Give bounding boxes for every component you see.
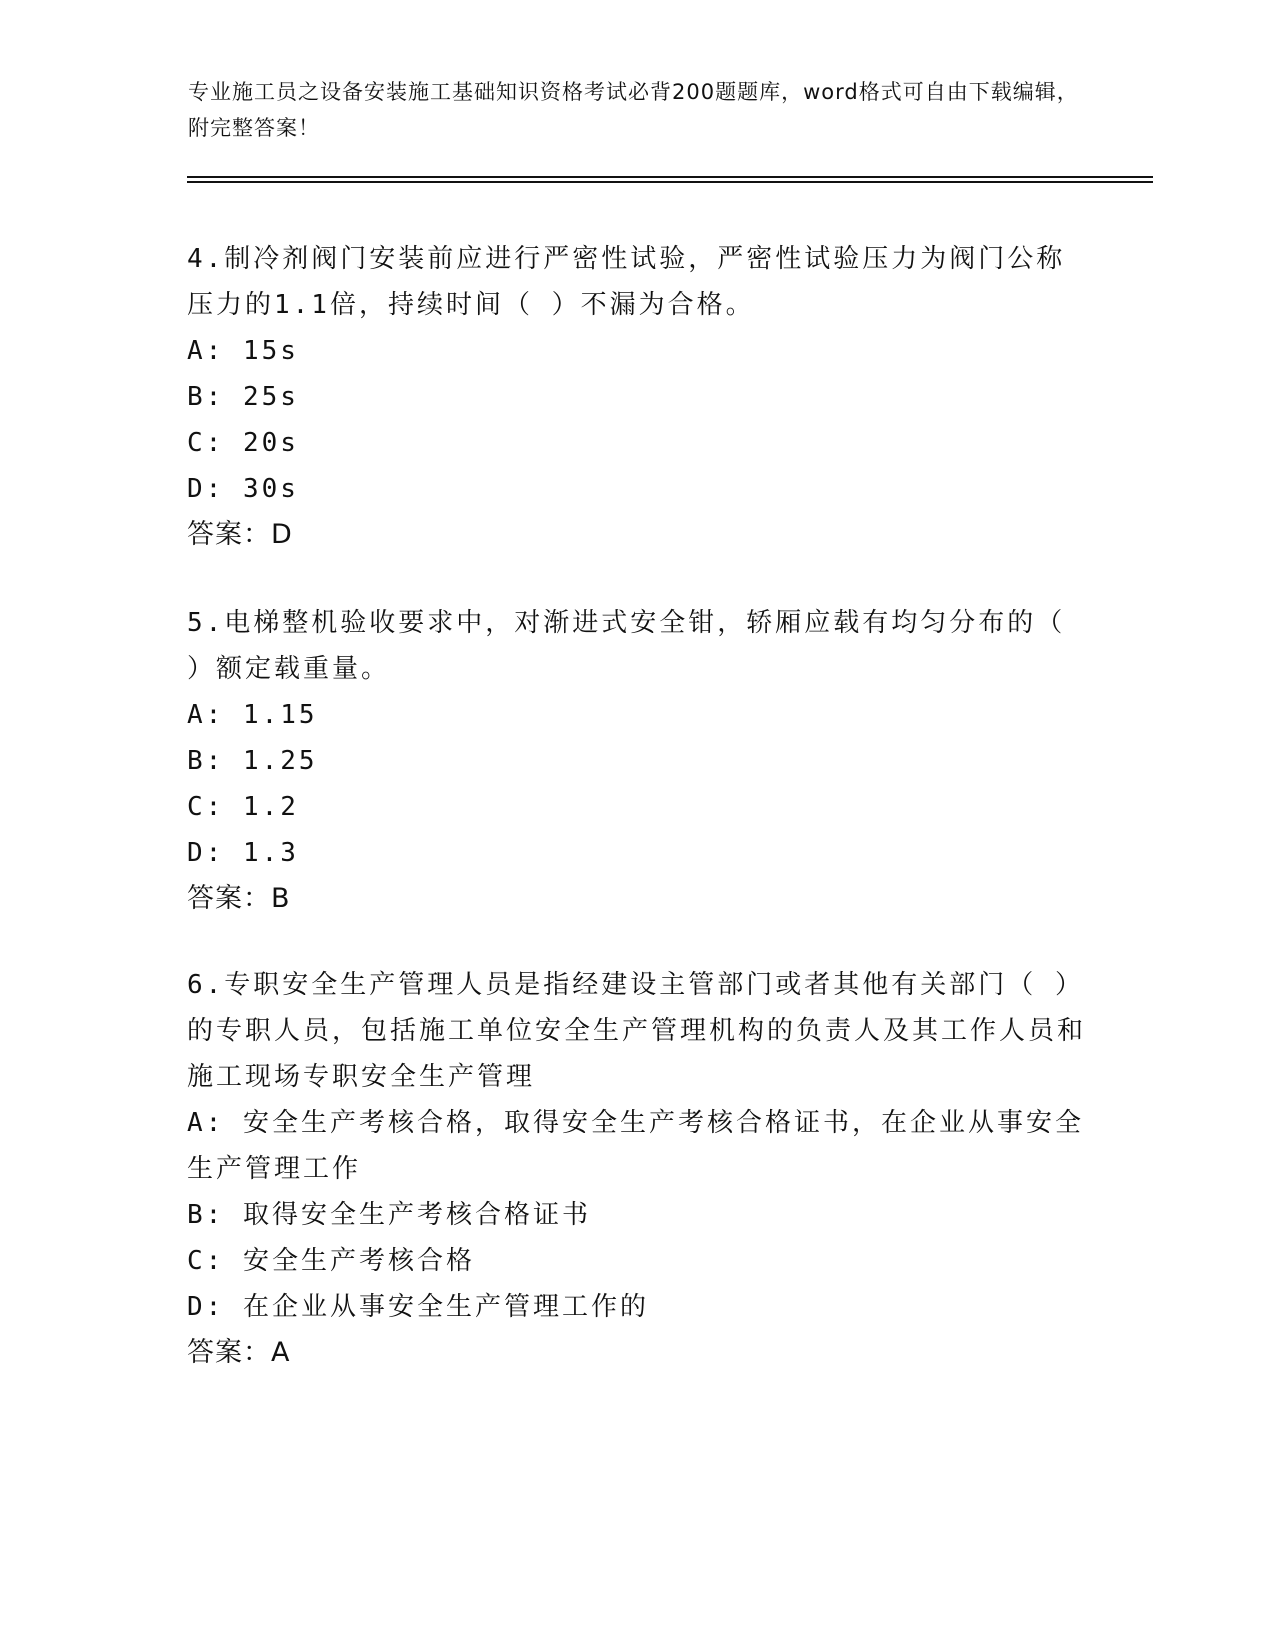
question-stem: 4.制冷剂阀门安装前应进行严密性试验，严密性试验压力为阀门公称压力的1.1倍，持续时间（ ）不漏为合格。 [187, 244, 1066, 320]
option-c: C: 20s [187, 428, 299, 458]
option-d: D: 1.3 [187, 838, 299, 868]
option-a: A: 1.15 [187, 700, 318, 730]
answer-label: 答案：D [187, 519, 293, 550]
option-d: D: 在企业从事安全生产管理工作的 [187, 1292, 649, 1322]
question-5 [187, 600, 1087, 922]
answer-label: 答案：B [187, 883, 291, 914]
option-a: A: 安全生产考核合格，取得安全生产考核合格证书，在企业从事安全生产管理工作 [187, 1108, 1084, 1184]
document-header: 专业施工员之设备安装施工基础知识资格考试必背200题题库，word格式可自由下载编辑，附完整答案！ [188, 80, 1079, 140]
option-a: A: 15s [187, 336, 299, 366]
option-b: B: 1.25 [187, 746, 318, 776]
answer-label: 答案：A [187, 1337, 291, 1368]
question-6 [187, 962, 1087, 1376]
question-4 [187, 236, 1087, 558]
option-c: C: 安全生产考核合格 [187, 1246, 475, 1276]
option-b: B: 取得安全生产考核合格证书 [187, 1200, 591, 1230]
question-stem: 6.专职安全生产管理人员是指经建设主管部门或者其他有关部门（ ）的专职人员，包括施工单位安全生产管理机构的负责人及其工作人员和施工现场专职安全生产管理 [187, 970, 1087, 1092]
option-d: D: 30s [187, 474, 299, 504]
option-b: B: 25s [187, 382, 299, 412]
header-divider-top [187, 176, 1153, 178]
header-divider-bottom [187, 181, 1153, 183]
question-stem: 5.电梯整机验收要求中，对渐进式安全钳，轿厢应载有均匀分布的（ ）额定载重量。 [187, 608, 1066, 684]
option-c: C: 1.2 [187, 792, 299, 822]
